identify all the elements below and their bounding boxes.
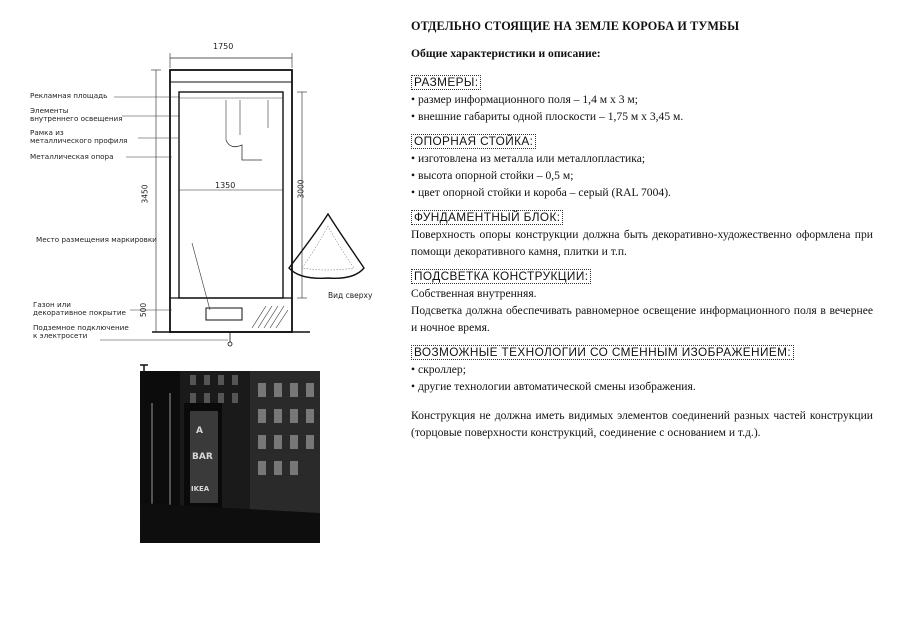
description-column	[411, 18, 873, 441]
section-text: Подсветка должна обеспечивать равномерное освещение информационного поля в вечернее и ночное время.	[411, 304, 873, 334]
list-item: • скроллер;	[411, 361, 873, 378]
label-ad-area: Рекламная площадь	[30, 91, 108, 100]
dimension-width-total: 1750	[213, 42, 234, 51]
section-heading: ОПОРНАЯ СТОЙКА:	[411, 134, 536, 149]
section-foundation	[411, 207, 873, 260]
label-marking: Место размещения маркировки	[36, 235, 157, 244]
bullet-list	[411, 91, 873, 125]
bullet-list	[411, 361, 873, 395]
label-frame: Рамка из металлического профиля	[30, 128, 128, 145]
section-text: Поверхность опоры конструкции должна быть декоративно-художественно оформлена при помощи декоративного камня, плитки и т.п.	[411, 228, 873, 258]
street-photo	[140, 363, 320, 543]
list-item: • размер информационного поля – 1,4 м х 3 м;	[411, 91, 873, 108]
photo-sign-bar: BAR	[192, 452, 213, 462]
section-heading: ФУНДАМЕНТНЫЙ БЛОК:	[411, 210, 563, 225]
top-view-caption: Вид сверху	[328, 291, 373, 300]
street-photo-svg	[140, 363, 320, 543]
section-support	[411, 131, 873, 201]
dimension-height-left: 3450	[140, 184, 150, 204]
section-sizes	[411, 72, 873, 125]
dimension-inner-width: 1350	[215, 181, 236, 190]
dimension-height-right: 3000	[296, 179, 306, 199]
section-text: Собственная внутренняя.	[411, 287, 537, 300]
list-item: • цвет опорной стойки и короба – серый (RAL 7004).	[411, 184, 873, 201]
page-title: ОТДЕЛЬНО СТОЯЩИЕ НА ЗЕМЛЕ КОРОБА И ТУМБЫ	[411, 19, 740, 33]
list-item: • изготовлена из металла или металлопластика;	[411, 150, 873, 167]
label-lawn: Газон или декоративное покрытие	[33, 300, 126, 317]
dimension-base-height: 500	[139, 302, 149, 318]
label-lighting: Элементы внутреннего освещения	[30, 106, 123, 123]
section-heading: ПОДСВЕТКА КОНСТРУКЦИИ:	[411, 269, 591, 284]
page-subtitle: Общие характеристики и описание:	[411, 47, 601, 60]
closing-note: Конструкция не должна иметь видимых элементов соединений разных частей конструкции (торцовые поверхности конструкций, соединение с основанием и т.д.).	[411, 409, 873, 439]
section-lighting	[411, 266, 873, 336]
photo-sign-a: A	[196, 426, 203, 436]
section-heading: ВОЗМОЖНЫЕ ТЕХНОЛОГИИ СО СМЕННЫМ ИЗОБРАЖЕНИЕМ:	[411, 345, 794, 360]
list-item: • высота опорной стойки – 0,5 м;	[411, 167, 873, 184]
label-power: Подземное подключение к электросети	[33, 323, 129, 340]
technical-drawing	[30, 40, 380, 350]
section-technologies	[411, 342, 873, 395]
list-item: • внешние габариты одной плоскости – 1,75 м х 3,45 м.	[411, 108, 873, 125]
list-item: • другие технологии автоматической смены изображения.	[411, 378, 873, 395]
label-support: Металлическая опора	[30, 152, 114, 161]
photo-sign-ikea: IKEA	[191, 485, 210, 493]
bullet-list	[411, 150, 873, 201]
section-heading: РАЗМЕРЫ:	[411, 75, 481, 90]
